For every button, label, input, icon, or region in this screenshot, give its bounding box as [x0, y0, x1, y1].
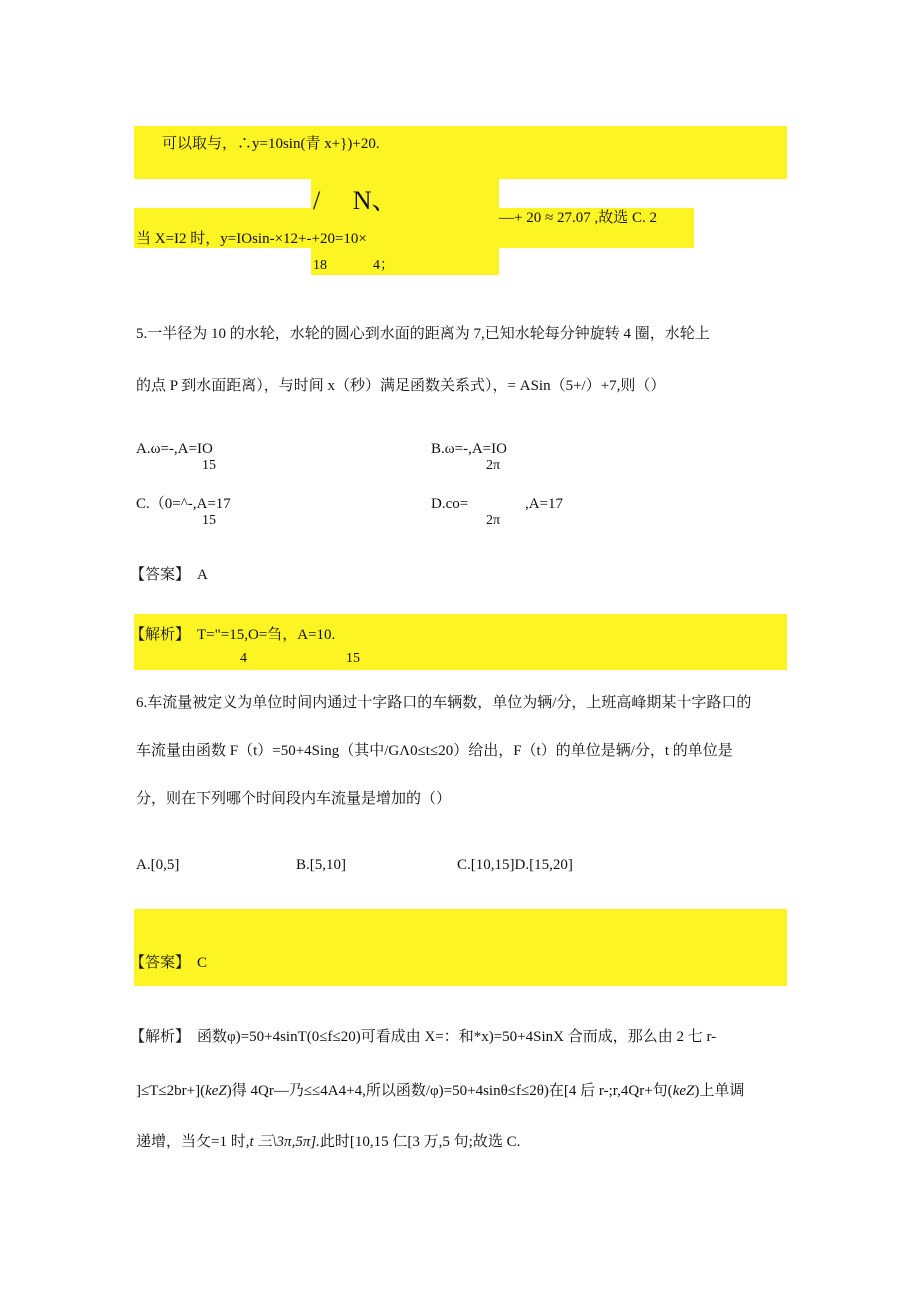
- q5-option-d: D.co=: [431, 496, 469, 512]
- q6-option-a: A.[0,5]: [136, 857, 180, 873]
- q6-analysis-line1: 函数φ)=50+4sinT(0≤f≤20)可看成由 X=：和*x)=50+4SinX 合而成，那么由 2 七 r-: [197, 1029, 717, 1045]
- solution4-line1: 可以取与，∴y=10sin(青 x+})+20.: [162, 136, 380, 152]
- q5-stem-line2: 的点 P 到水面距离），与时间 x（秒）满足函数关系式），= ASin（5+/）+7,则（）: [136, 378, 666, 394]
- q6-analysis-label: 【解析】: [130, 1029, 191, 1045]
- highlight-q6-answer: [134, 909, 787, 986]
- q6-analysis-line2-e: )上单调: [694, 1083, 745, 1099]
- q5-option-d-denominator: 2π: [486, 513, 501, 528]
- q6-analysis-line3-b: t 三\3π,5π].: [249, 1134, 320, 1150]
- q6-option-b: B.[5,10]: [296, 857, 346, 873]
- q6-option-c-d: C.[10,15]D.[15,20]: [457, 857, 573, 873]
- solution4-fraction-bottom-b: 4；: [373, 258, 394, 273]
- q5-stem-line1: 5.一半径为 10 的水轮，水轮的圆心到水面的距离为 7,已知水轮每分钟旋转 4 圈，水轮上: [136, 326, 710, 342]
- q6-analysis-line2-d: keZ: [672, 1083, 695, 1099]
- solution4-fraction-bottom-a: 18: [313, 258, 327, 273]
- q5-option-b: B.ω=-,A=IO: [431, 441, 507, 457]
- q5-option-c: C.（0=^-,A=17: [136, 496, 231, 512]
- q5-answer: A: [197, 567, 208, 583]
- q6-analysis-line2-c: )得 4Qr—乃≤≤4A4+4,所以函数/φ)=50+4sinθ≤f≤2θ)在[4 后 r-;r,4Qr+句(: [226, 1083, 673, 1099]
- solution4-fraction-top: / N、: [313, 186, 398, 215]
- solution4-line2-left: 当 X=I2 时，y=IOsin-×12+-+20=10×: [136, 231, 367, 247]
- q6-analysis-line3-c: 此时[10,15 仁[3 万,5 句;故选 C.: [319, 1134, 521, 1150]
- q6-stem-line3: 分，则在下列哪个时间段内车流量是增加的（）: [136, 791, 452, 807]
- q5-option-a: A.ω=-,A=IO: [136, 441, 213, 457]
- q5-option-c-denominator: 15: [202, 513, 216, 528]
- q6-analysis-line2: [136, 1082, 744, 1100]
- q6-stem-line2: 车流量由函数 F（t）=50+4Sing（其中/GΛ0≤t≤20）给出，F（t）的单位是辆/分，t 的单位是: [136, 743, 733, 759]
- q5-option-a-denominator: 15: [202, 458, 216, 473]
- q5-option-d-value: ,A=17: [525, 496, 564, 512]
- q6-stem-line1: 6.车流量被定义为单位时间内通过十字路口的车辆数，单位为辆/分，上班高峰期某十字路口的: [136, 695, 752, 711]
- q5-answer-label: 【答案】: [130, 567, 191, 583]
- q6-analysis-line3: [136, 1133, 520, 1151]
- q6-analysis-line2-a: ]≤T≤2br+](: [136, 1083, 206, 1099]
- q6-analysis-line3-a: 递增，当攵=1 时,: [136, 1134, 250, 1150]
- q6-answer-label: 【答案】: [130, 955, 191, 971]
- solution4-line2-right: —+ 20 ≈ 27.07 ,故选 C. 2: [499, 210, 657, 226]
- q6-analysis-line2-b: keZ: [205, 1083, 227, 1099]
- q5-analysis: T="=15,O=刍，A=10.: [197, 627, 336, 643]
- q5-analysis-denominator-2: 15: [346, 651, 360, 666]
- q5-option-b-denominator: 2π: [486, 458, 501, 473]
- q5-analysis-label: 【解析】: [130, 627, 191, 643]
- q5-analysis-denominator-1: 4: [240, 651, 247, 666]
- q6-answer: C: [197, 955, 208, 971]
